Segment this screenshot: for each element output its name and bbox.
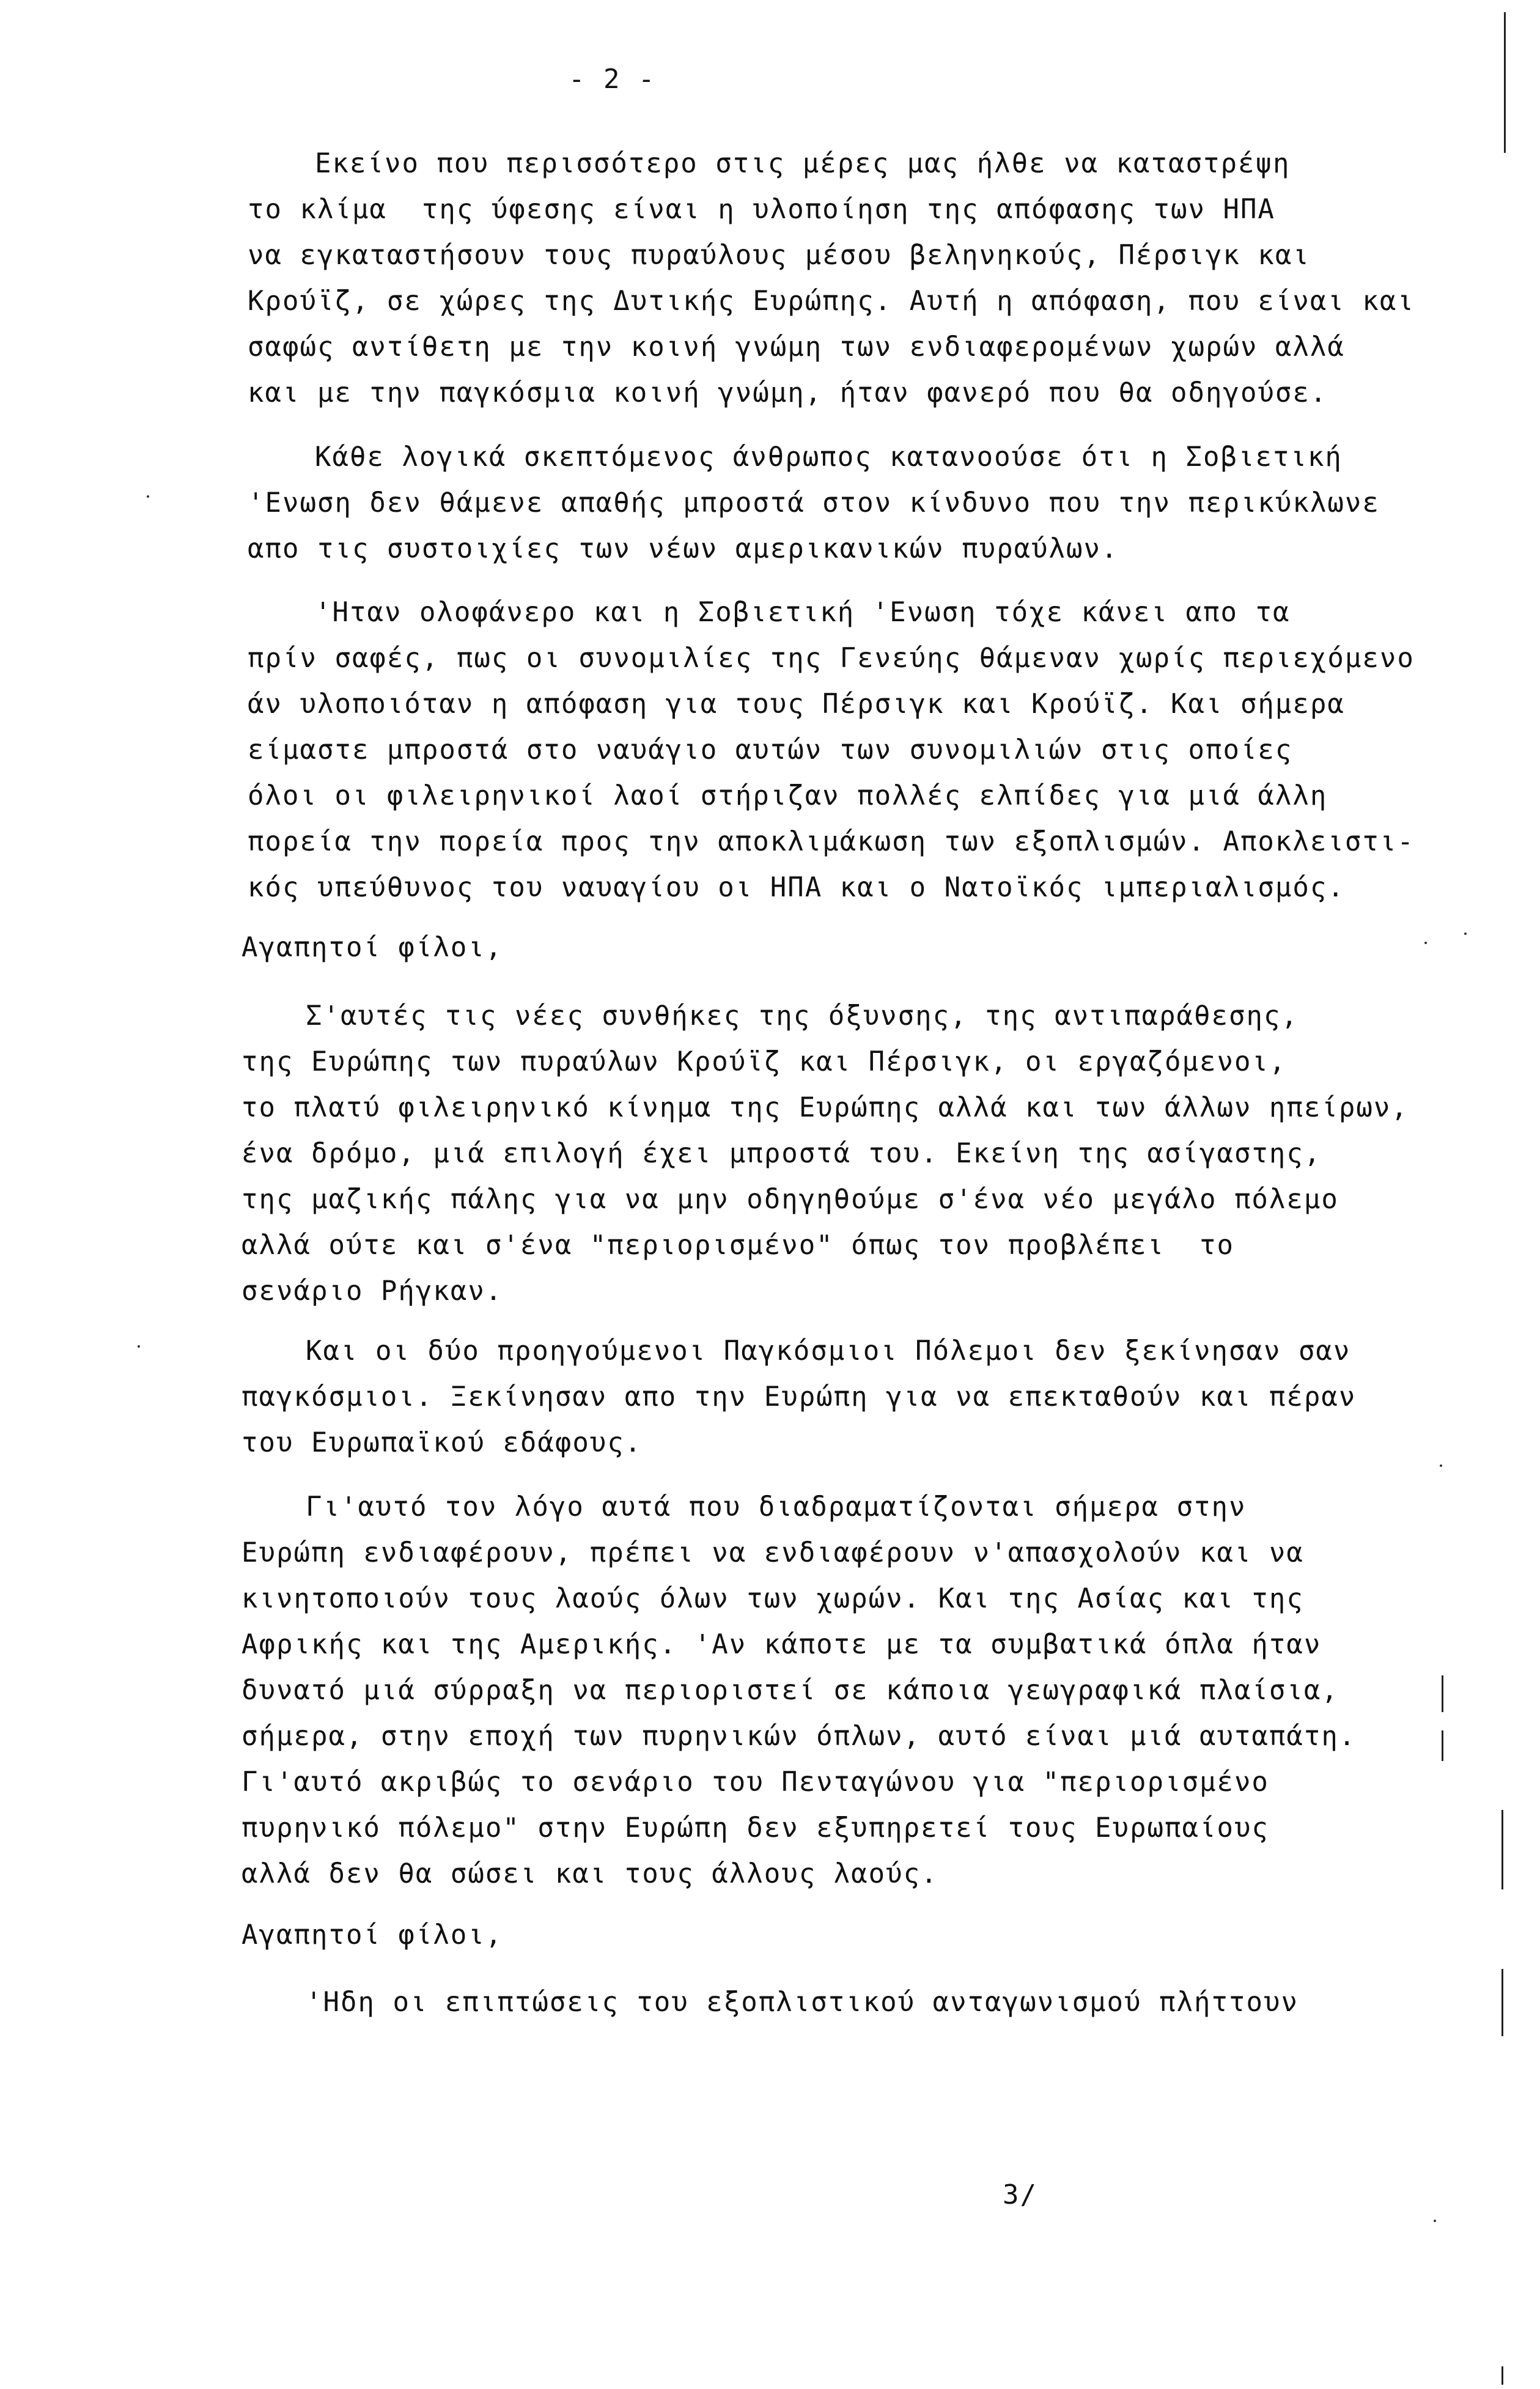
text-line: Αγαπητοί φίλοι,: [241, 932, 503, 963]
text-line: Κρούϊζ, σε χώρες της Δυτικής Ευρώπης. Αυτή η απόφαση, που είναι και: [248, 286, 1415, 317]
text-line: δυνατό μιά σύρραξη να περιοριστεί σε κάποια γεωγραφικά πλαίσια,: [241, 1675, 1339, 1706]
text-line: σαφώς αντίθετη με την κοινή γνώμη των ενδιαφερομένων χωρών αλλά: [248, 331, 1345, 363]
text-line: 'Ενωση δεν θάμενε απαθής μπροστά στον κίνδυνο που την περικύκλωνε: [248, 487, 1380, 519]
scan-margin-mark: [1501, 1810, 1503, 1889]
text-line: και με την παγκόσμια κοινή γνώμη, ήταν φανερό που θα οδηγούσε.: [248, 377, 1328, 408]
continuation-marker: 3/: [1003, 2179, 1037, 2210]
text-line: του Ευρωπαϊκού εδάφους.: [241, 1427, 643, 1458]
text-line: είμαστε μπροστά στο ναυάγιο αυτών των συνομιλιών στις οποίες: [248, 734, 1293, 766]
text-line: σήμερα, στην εποχή των πυρηνικών όπλων, αυτό είναι μιά αυταπάτη.: [241, 1721, 1357, 1752]
text-line: πορεία την πορεία προς την αποκλιμάκωση των εξοπλισμών. Αποκλειστι-: [248, 826, 1415, 857]
text-line: Ευρώπη ενδιαφέρουν, πρέπει να ενδιαφέρουν ν'απασχολούν και να: [241, 1537, 1304, 1568]
scan-speck: [1464, 932, 1467, 935]
text-line: το κλίμα της ύφεσης είναι η υλοποίηση της απόφασης των ΗΠΑ: [248, 194, 1275, 225]
text-line: αλλά ούτε και σ'ένα "περιορισμένο" όπως τον προβλέπει το: [241, 1230, 1234, 1261]
text-line: να εγκαταστήσουν τους πυραύλους μέσου βεληνηκούς, Πέρσιγκ και: [248, 240, 1310, 271]
scan-speck: [1434, 2220, 1436, 2222]
text-line: κινητοποιούν τους λαούς όλων των χωρών. Και της Ασίας και της: [241, 1583, 1304, 1614]
scan-margin-mark: [1442, 1675, 1443, 1712]
text-line: άν υλοποιόταν η απόφαση για τους Πέρσιγκ και Κρούϊζ. Και σήμερα: [248, 689, 1345, 720]
text-line: Αγαπητοί φίλοι,: [241, 1919, 503, 1951]
text-line: Κάθε λογικά σκεπτόμενος άνθρωπος κατανοούσε ότι η Σοβιετική: [315, 441, 1343, 473]
text-line: το πλατύ φιλειρηνικό κίνημα της Ευρώπης αλλά και των άλλων ηπείρων,: [241, 1092, 1409, 1123]
scan-margin-mark: [1442, 1730, 1443, 1761]
text-line: Σ'αυτές τις νέες συνθήκες της όξυνσης, της αντιπαράθεσης,: [306, 1000, 1299, 1032]
text-line: Και οι δύο προηγούμενοι Παγκόσμιοι Πόλεμοι δεν ξεκίνησαν σαν: [306, 1335, 1351, 1367]
scan-margin-mark: [1501, 1969, 1503, 2036]
text-line: της Ευρώπης των πυραύλων Κρούϊζ και Πέρσιγκ, οι εργαζόμενοι,: [241, 1046, 1287, 1077]
text-line: σενάριο Ρήγκαν.: [241, 1276, 503, 1307]
text-line: Αφρικής και της Αμερικής. 'Αν κάποτε με τα συμβατικά όπλα ήταν: [241, 1629, 1322, 1660]
scan-speck: [1424, 942, 1427, 944]
page-number: - 2 -: [569, 64, 656, 95]
text-line: 'Ηταν ολοφάνερο και η Σοβιετική 'Ενωση τόχε κάνει απο τα: [315, 597, 1291, 628]
text-line: 'Ηδη οι επιπτώσεις του εξοπλιστικού ανταγωνισμού πλήττουν: [306, 1987, 1299, 2018]
text-line: Γι'αυτό τον λόγο αυτά που διαδραματίζονται σήμερα στην: [306, 1491, 1247, 1523]
text-line: της μαζικής πάλης για να μην οδηγηθούμε σ'ένα νέο μεγάλο πόλεμο: [241, 1184, 1339, 1215]
text-line: Γι'αυτό ακριβώς το σενάριο του Πενταγώνου για "περιορισμένο: [241, 1767, 1269, 1798]
text-line: αλλά δεν θα σώσει και τους άλλους λαούς.: [241, 1858, 938, 1889]
text-line: πυρηνικό πόλεμο" στην Ευρώπη δεν εξυπηρετεί τους Ευρωπαίους: [241, 1812, 1269, 1844]
text-line: παγκόσμιοι. Ξεκίνησαν απο την Ευρώπη για να επεκταθούν και πέραν: [241, 1381, 1357, 1412]
scan-speck: [1440, 1464, 1442, 1467]
text-line: ένα δρόμο, μιά επιλογή έχει μπροστά του. Εκείνη της ασίγαστης,: [241, 1138, 1322, 1169]
scan-margin-mark: [1501, 2366, 1503, 2385]
text-line: όλοι οι φιλειρηνικοί λαοί στήριζαν πολλές ελπίδες για μιά άλλη: [248, 780, 1328, 811]
scan-speck: [147, 495, 149, 498]
text-line: πρίν σαφές, πως οι συνομιλίες της Γενεύης θάμεναν χωρίς περιεχόμενο: [248, 643, 1415, 674]
text-line: Εκείνο που περισσότερο στις μέρες μας ήλθε να καταστρέψη: [315, 148, 1291, 179]
scan-speck: [138, 1345, 140, 1348]
text-line: κός υπεύθυνος του ναυαγίου οι ΗΠΑ και ο Νατοϊκός ιμπεριαλισμός.: [248, 872, 1345, 903]
text-line: απο τις συστοιχίες των νέων αμερικανικών πυραύλων.: [248, 533, 1119, 564]
scan-margin-mark: [1504, 12, 1506, 153]
